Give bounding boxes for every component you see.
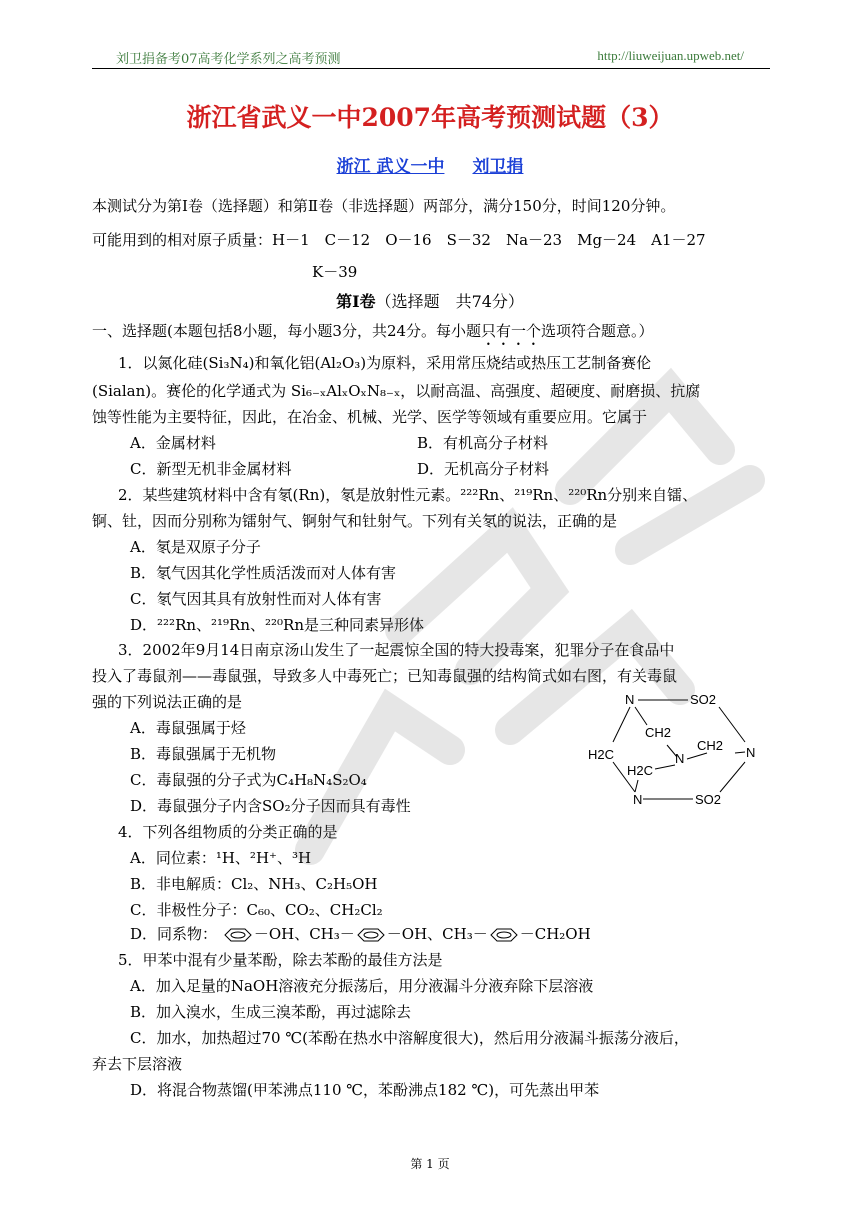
q4-option-c: C．非极性分子：C₆₀、CO₂、CH₂Cl₂: [130, 901, 383, 919]
intro-line-1: 本测试分为第Ⅰ卷（选择题）和第Ⅱ卷（非选择题）两部分，满分150分，时间120分钟。: [92, 197, 676, 215]
q1-option-d: D．无机高分子材料: [417, 460, 550, 478]
mol-atom-n2: N: [675, 751, 685, 766]
benzene-ring-icon: [355, 928, 387, 942]
q3-line-1: 3．2002年9月14日南京汤山发生了一起震惊全国的特大投毒案，犯罪分子在食品中: [118, 641, 675, 659]
q3-option-c: C．毒鼠强的分子式为C₄H₈N₄S₂O₄: [130, 771, 367, 789]
q3-option-b: B．毒鼠强属于无机物: [130, 745, 277, 763]
q5-line-1: 5．甲苯中混有少量苯酚，除去苯酚的最佳方法是: [118, 951, 443, 969]
q2-line-2: 锕、钍，因而分别称为镭射气、锕射气和钍射气。下列有关氡的说法，正确的是: [92, 512, 618, 530]
mol-group-h2c-b: H2C: [627, 763, 654, 778]
q2-option-a: A．氡是双原子分子: [130, 538, 261, 556]
section-heading: [0, 289, 860, 312]
header-left-text: 刘卫捐备考07高考化学系列之高考预测: [116, 52, 341, 67]
mol-atom-n1: N: [625, 692, 635, 707]
mol-group-so2-bottom: SO2: [695, 792, 722, 807]
header-url[interactable]: http://liuweijuan.upweb.net/: [597, 48, 744, 63]
q4-option-a: A．同位素：¹H、²H⁺、³H: [130, 849, 312, 867]
q4-line-1: 4．下列各组物质的分类正确的是: [118, 823, 338, 841]
q4-option-d-part-c: －OH、CH₃－: [386, 925, 488, 943]
q2-option-c: C．氡气因其具有放射性而对人体有害: [130, 590, 382, 608]
author-name: 刘卫捐: [472, 157, 524, 177]
q4-option-d: [130, 924, 591, 944]
author-line: [0, 152, 860, 177]
q1-option-b: B．有机高分子材料: [417, 434, 549, 452]
q2-option-b: B．氡气因其化学性质活泼而对人体有害: [130, 564, 397, 582]
section-title: 第Ⅰ卷: [336, 292, 376, 311]
q3-option-d: D．毒鼠强分子内含SO₂分子因而具有毒性: [130, 797, 411, 815]
q2-option-d: D．²²²Rn、²¹⁹Rn、²²⁰Rn是三种同素异形体: [130, 616, 425, 634]
intro-line-2: 可能用到的相对原子质量：H－1 C－12 O－16 S－32 Na－23 Mg－24 A1－27: [92, 231, 706, 249]
page-title: 浙江省武义一中2007年高考预测试题（3）: [186, 103, 674, 132]
q3-line-3: 强的下列说法正确的是: [92, 693, 243, 711]
benzene-ring-icon: [488, 928, 520, 942]
mol-atom-n4: N: [633, 792, 643, 807]
q1-line-3: 蚀等性能为主要特征，因此，在冶金、机械、光学、医学等领域有重要应用。它属于: [92, 408, 648, 426]
mol-group-ch2-a: CH2: [645, 725, 672, 740]
q4-option-d-part-d: －CH₂OH: [519, 925, 591, 943]
page-number: 第 1 页: [410, 1157, 450, 1171]
section-note: （选择题 共74分）: [375, 292, 524, 311]
q5-option-b: B．加入溴水，生成三溴苯酚，再过滤除去: [130, 1003, 412, 1021]
mol-group-so2-top: SO2: [690, 692, 717, 707]
q5-option-a: A．加入足量的NaOH溶液充分振荡后，用分液漏斗分液弃除下层溶液: [130, 977, 594, 995]
q2-line-1: 2．某些建筑材料中含有氡(Rn)，氡是放射性元素。²²²Rn、²¹⁹Rn、²²⁰Rn分别来自镭、: [118, 486, 698, 504]
mol-group-h2c-a: H2C: [588, 747, 615, 762]
part1-heading-emphasis: 只有一个: [481, 322, 542, 340]
page-header: [92, 46, 770, 69]
part1-heading-a: 一、选择题(本题包括8小题，每小题3分，共24分。每小题: [92, 322, 482, 340]
q1-option-c: C．新型无机非金属材料: [130, 460, 292, 478]
mol-group-ch2-b: CH2: [697, 738, 724, 753]
q5-option-d: D．将混合物蒸馏(甲苯沸点110 ℃，苯酚沸点182 ℃)，可先蒸出甲苯: [130, 1081, 600, 1099]
q5-option-c-line-1: C．加水，加热超过70 ℃(苯酚在热水中溶解度很大)，然后用分液漏斗振荡分液后，: [130, 1029, 689, 1047]
q4-option-d-label: D．同系物：: [130, 925, 218, 943]
mol-atom-n3: N: [746, 745, 756, 760]
q1-line-2: (Sialan)。赛伦的化学通式为 Si₆₋ₓAlₓOₓN₈₋ₓ，以耐高温、高强度、超硬度、耐磨损、抗腐: [92, 382, 701, 400]
author-school: 浙江 武义一中: [336, 157, 445, 177]
part1-heading: [92, 321, 654, 349]
q3-option-a: A．毒鼠强属于烃: [130, 719, 246, 737]
q3-line-2: 投入了毒鼠剂——毒鼠强，导致多人中毒死亡；已知毒鼠强的结构简式如右图，有关毒鼠: [92, 667, 678, 685]
q1-option-a: A．金属材料: [130, 434, 216, 452]
benzene-ring-icon: [222, 928, 254, 942]
q4-option-d-part-b: －OH、CH₃－: [253, 925, 355, 943]
intro-line-3: K－39: [312, 263, 358, 281]
part1-heading-c: 选项符合题意。）: [541, 322, 654, 340]
tetramine-structure-diagram: [585, 687, 765, 812]
q5-option-c-line-2: 弃去下层溶液: [92, 1055, 183, 1073]
q4-option-b: B．非电解质：Cl₂、NH₃、C₂H₅OH: [130, 875, 378, 893]
q1-line-1: 1．以氮化硅(Si₃N₄)和氧化铝(Al₂O₃)为原料，采用常压烧结或热压工艺制备赛伦: [118, 354, 652, 372]
